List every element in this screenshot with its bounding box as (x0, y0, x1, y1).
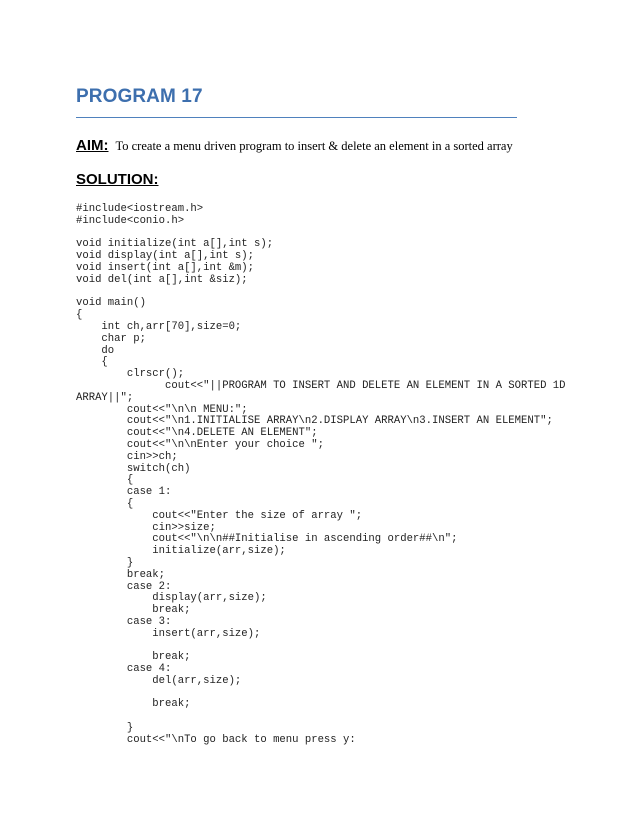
code-line: cin>>ch; (76, 450, 178, 463)
code-line: void initialize(int a[],int s); (76, 238, 274, 251)
code-line: break; (76, 604, 191, 617)
code-line: } (76, 722, 134, 735)
code-line: { (76, 474, 134, 487)
code-line: { (76, 356, 108, 369)
code-line: break; (76, 698, 191, 711)
code-line: cout<<"\nTo go back to menu press y: (76, 733, 356, 746)
code-line: case 3: (76, 615, 172, 628)
aim-text: To create a menu driven program to insert & delete an element in a sorted array (115, 139, 513, 153)
code-line: break; (76, 568, 166, 581)
code-line: cout<<"\n4.DELETE AN ELEMENT"; (76, 427, 318, 440)
code-line: cout<<"\n\n##Initialise in ascending order##\n"; (76, 533, 458, 546)
code-line: display(arr,size); (76, 592, 267, 605)
code-line: { (76, 497, 134, 510)
code-line: void del(int a[],int &siz); (76, 273, 248, 286)
code-line: void insert(int a[],int &m); (76, 261, 255, 274)
code-line: switch(ch) (76, 462, 191, 475)
solution-heading: SOLUTION: (76, 171, 159, 188)
code-line: cout<<"Enter the size of array "; (76, 509, 363, 522)
code-line: int ch,arr[70],size=0; (76, 320, 242, 333)
code-line: cout<<"\n\n MENU:"; (76, 403, 248, 416)
code-line: cin>>size; (76, 521, 216, 534)
program-title: PROGRAM 17 (76, 86, 203, 107)
code-line: insert(arr,size); (76, 627, 261, 640)
code-line: do (76, 344, 115, 357)
code-line: initialize(arr,size); (76, 545, 286, 558)
aim-label: AIM: (76, 137, 109, 154)
code-line: cout<<"\n\nEnter your choice "; (76, 438, 324, 451)
code-line: #include<conio.h> (76, 214, 185, 227)
code-line: ARRAY||"; (76, 391, 134, 404)
code-line (76, 287, 616, 299)
code-line: case 2: (76, 580, 172, 593)
code-line: del(arr,size); (76, 674, 242, 687)
code-line (76, 711, 616, 723)
code-line: case 1: (76, 486, 172, 499)
code-line: break; (76, 651, 191, 664)
code-line: } (76, 556, 134, 569)
code-listing (76, 204, 616, 747)
code-line: { (76, 309, 83, 322)
title-underline-rule (76, 117, 517, 118)
code-line: void main() (76, 297, 146, 310)
aim-statement (76, 137, 513, 155)
code-line: cout<<"\n1.INITIALISE ARRAY\n2.DISPLAY ARRAY\n3.INSERT AN ELEMENT"; (76, 415, 553, 428)
code-line: char p; (76, 332, 146, 345)
code-line: cout<<"||PROGRAM TO INSERT AND DELETE AN ELEMENT IN A SORTED 1D (76, 379, 566, 392)
code-line: case 4: (76, 663, 172, 676)
code-line: void display(int a[],int s); (76, 250, 255, 263)
code-line: clrscr(); (76, 368, 185, 381)
code-line: #include<iostream.h> (76, 203, 204, 215)
